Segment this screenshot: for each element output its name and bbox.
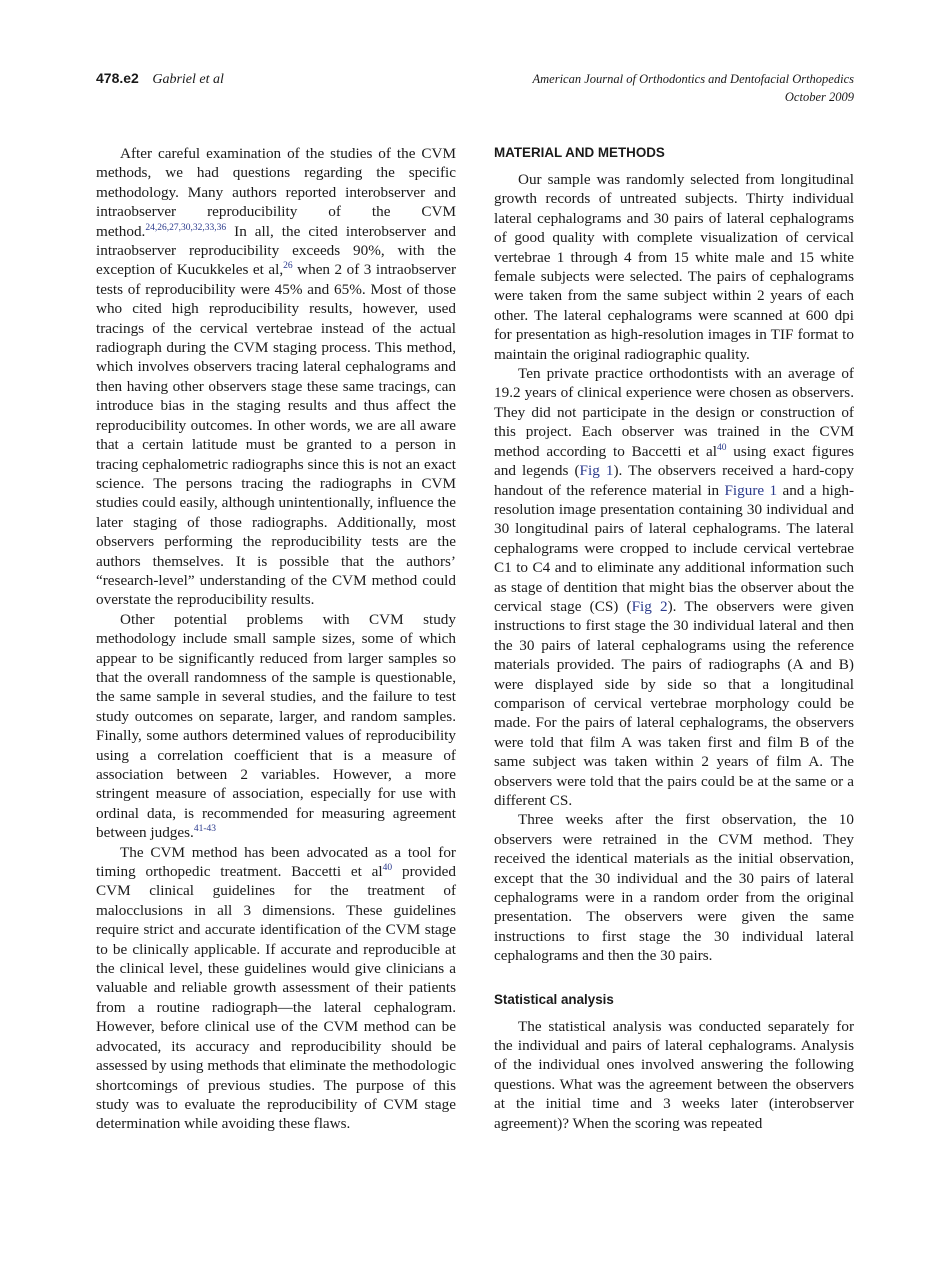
paragraph: Other potential problems with CVM study methodology include small sample sizes, some of which appear to be significantly reduced from larger samples so that the overall randomness of the sample is questionable, the same sample in several studies, and the failure to test study outcomes on separate, larger, and random samples. Finally, some authors determined values of reproducibility using a correlation coefficient that is a measure of association between 2 variables. However, a more stringent measure of association, especially for use with ordinal data, is recommended for measuring agreement between judges.$^{41-43}$	[96, 610, 456, 842]
header-right	[533, 70, 855, 106]
citation-link[interactable]: 40	[716, 442, 727, 453]
paragraph: Three weeks after the first observation, the 10 observers were retrained in the CVM method. They received the identical materials as the initial observation, except that the 30 individual and the 30 pairs of lateral cephalograms were in a random order from the original presentation. The observers were given the same instructions to first stage the 30 individual lateral cephalograms and then the 30 pairs.	[494, 811, 854, 965]
journal-issue: October 2009	[784, 90, 854, 104]
subsection-heading: Statistical analysis	[494, 991, 614, 1007]
page-number: 478.e2	[96, 70, 139, 86]
right-column	[494, 144, 854, 1133]
page-header	[96, 70, 854, 110]
left-column	[96, 144, 456, 1134]
figure-link[interactable]: Figure 1	[724, 481, 778, 499]
paragraph: Ten private practice orthodontists with an average of 19.2 years of clinical experience were chosen as observers. They did not participate in the design or construction of this project. Each observer was trained in the CVM method according to Baccetti et al$^{40}$ using exact figures and legends (Fig 1). The observers received a hard-copy handout of the reference material in Figure 1 and a high-resolution image presentation containing 30 individual and 30 longitudinal pairs of lateral cephalograms. The lateral cephalograms were cropped to include cervical vertebrae C1 to C4 and to eliminate any additional information such as stage of dentition that might bias the observer about the cervical stage (CS) (Fig 2). The observers were given instructions to first stage the 30 individual lateral and then the 30 pairs of lateral cephalograms using the reference materials provided. The pairs of radiographs (A and B) were displayed side by side so that a longitudinal comparison of cervical vertebrae morphology could be made. For the pairs of lateral cephalograms, the observers were told that film A was taken first and film B of the same subject was taken within 2 years of film A. The observers were told that the pairs could be at the same or a different CS.	[494, 365, 855, 809]
section-heading: MATERIAL AND METHODS	[494, 145, 665, 160]
paragraph: The CVM method has been advocated as a tool for timing orthopedic treatment. Baccetti et al$^{40}$ provided CVM clinical guidelines for the treatment of malocclusions in all 3 dimensions. These guidelines require strict and accurate identification of the CVM stage to be clinically applicable. If accurate and reproducible at the clinical level, these guidelines would give clinicians a valuable and reliable growth assessment of their patients from a routine radiograph—the lateral cephalogram. However, before clinical use of the CVM method can be advocated, its accuracy and reproducibility should be assessed by using methods that eliminate the methodologic shortcomings of previous studies. The purpose of this study was to evaluate the reproducibility of CVM stage determination while avoiding these flaws.	[96, 843, 456, 1133]
citation-link[interactable]: 40	[382, 862, 393, 873]
citation-link[interactable]: 24,26,27,30,32,33,36	[145, 222, 227, 233]
paragraph: After careful examination of the studies of the CVM methods, we had questions regarding the specific methodology. Many authors reported interobserver and intraobserver reproducibility of the CVM method.$^{24,26,27,30,32,33,36}$ In all, the cited interobserver and intraobserver reproducibility exceeds 90%, with the exception of Kucukkeles et al,$^{26}$ when 2 of 3 intraobserver tests of reproducibility were 45% and 65%. Most of those who cited high reproducibility results, however, used tracings of the cervical vertebrae instead of the actual radiograph during the CVM staging process. This method, which involves observers tracing lateral cephalograms and then having other observers stage these same tracings, can introduce bias in the staging results and thus affect the reproducibility outcomes. In other words, we are all aware that a certain latitude must be granted to a person in tracing cephalometric radiographs since this is not an exact science. The persons tracing the radiographs in CVM studies could easily, although unintentionally, influence the later staging of those radiographs. Additionally, most observers performing the reproducibility tests are the authors themselves. It is possible that the authors’ “research-level” understanding of the CVM method could overstate the reproducibility results.	[96, 145, 456, 609]
figure-link[interactable]: Fig 1	[579, 462, 614, 480]
journal-title: American Journal of Orthodontics and Dentofacial Orthopedics	[532, 72, 854, 86]
header-left	[96, 70, 224, 88]
figure-link[interactable]: Fig 2	[631, 597, 668, 615]
citation-link[interactable]: 41-43	[193, 824, 217, 835]
running-author: Gabriel et al	[152, 72, 224, 87]
paragraph: Our sample was randomly selected from longitudinal growth records of untreated subjects. Thirty individual lateral cephalograms and 30 pairs of lateral cephalograms of good quality with complete visualization of cervical vertebrae 1 through 4 from 15 white male and 15 white female subjects were selected. The pairs of cephalograms were taken from the same subject within 2 years of each other. The lateral cephalograms were scanned at 600 dpi for presentation as high-resolution images in TIF format to maintain the original radiographic quality.	[494, 171, 854, 363]
citation-link[interactable]: 26	[283, 261, 293, 272]
paragraph: The statistical analysis was conducted separately for the individual and pairs of lateral cephalograms. Analysis of the individual ones involved answering the following questions. What was the agreement between the observers at the initial time and 3 weeks later (interobserver agreement)? When the scoring was repeated	[494, 1017, 854, 1132]
